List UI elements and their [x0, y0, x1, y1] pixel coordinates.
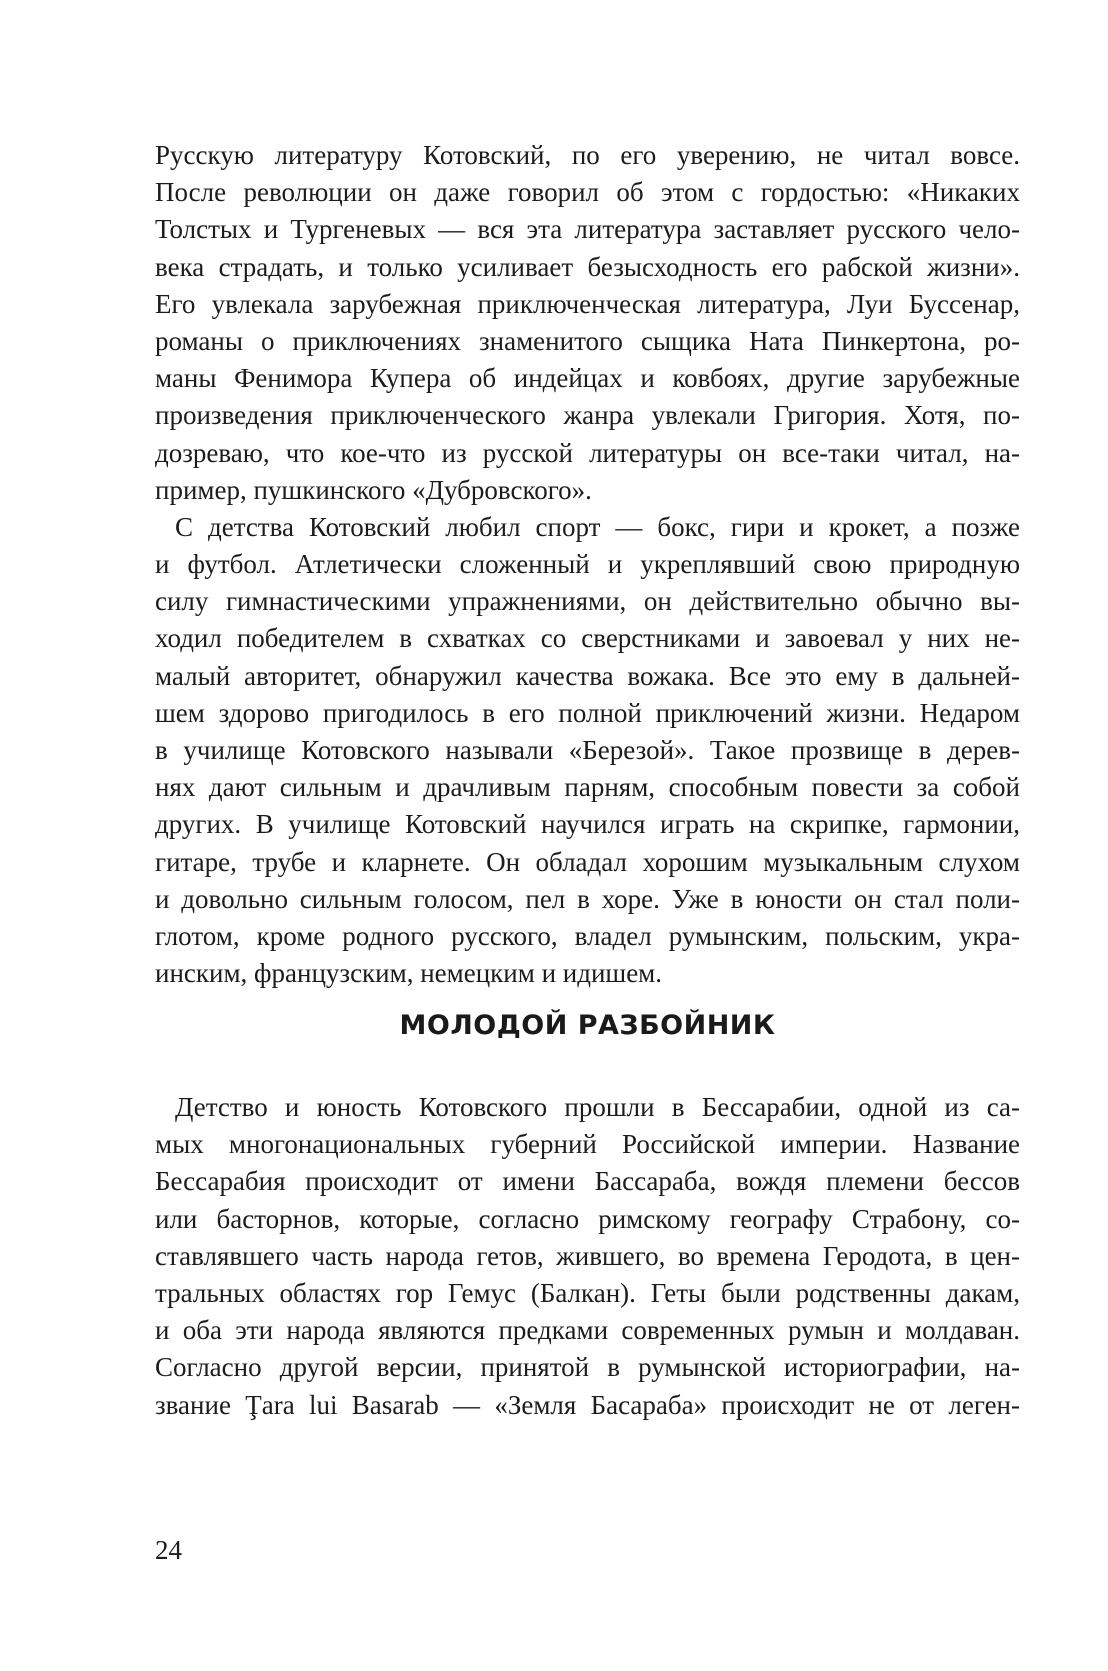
text-line: Русскую литературу Котовский, по его уверению, не читал вовсе.	[155, 140, 1020, 170]
text-line: силу гимнастическими упражнениями, он действительно обычно вы-	[155, 586, 1020, 617]
text-line: века страдать, и только усиливает безысходность его рабской жизни».	[155, 251, 1020, 282]
text-line: мых многонациональных губерний Российской империи. Название	[155, 1129, 1020, 1160]
text-line: и оба эти народа являются предками современных румын и молдаван.	[155, 1315, 1020, 1346]
text-line: Его увлекала зарубежная приключенческая литература, Луи Буссенар,	[155, 288, 1020, 319]
text-line: малый авторитет, обнаружил качества вожака. Все это ему в дальней-	[155, 660, 1020, 691]
text-line: в училище Котовского называли «Березой». Такое прозвище в дерев-	[155, 735, 1020, 765]
text-line: дозреваю, что кое-что из русской литературы он все-таки читал, на-	[155, 437, 1020, 468]
text-line: Толстых и Тургеневых — вся эта литература заставляет русского чело-	[155, 214, 1020, 245]
text-line: Согласно другой версии, принятой в румынской историографии, на-	[155, 1352, 1020, 1383]
text-line: или басторнов, которые, согласно римскому географу Страбону, со-	[155, 1203, 1020, 1234]
text-line: и футбол. Атлетически сложенный и укреплявший свою природную	[155, 549, 1020, 580]
text-line: пример, пушкинского «Дубровского».	[155, 474, 592, 505]
text-line: романы о приключениях знаменитого сыщика Ната Пинкертона, ро-	[155, 325, 1020, 356]
text-line: и довольно сильным голосом, пел в хоре. Уже в юности он стал поли-	[155, 883, 1020, 914]
text-line: шем здорово пригодилось в его полной приключений жизни. Недаром	[155, 697, 1020, 728]
text-line: С детства Котовский любил спорт — бокс, гири и крокет, а позже	[175, 511, 1020, 542]
text-line: Бессарабия происходит от имени Бассараба, вождя племени бессов	[155, 1166, 1020, 1197]
section-heading: МОЛОДОЙ РАЗБОЙНИК	[399, 1010, 776, 1041]
text-line: Детство и юность Котовского прошли в Бессарабии, одной из са-	[175, 1092, 1020, 1122]
body-text-bottom	[155, 1089, 1020, 1424]
text-line: После революции он даже говорил об этом с гордостью: «Никаких	[155, 177, 1020, 208]
page-number: 24	[155, 1535, 182, 1565]
text-line: других. В училище Котовский научился играть на скрипке, гармонии,	[155, 809, 1020, 840]
text-line: глотом, кроме родного русского, владел румынским, польским, укра-	[155, 920, 1020, 951]
body-text-top	[155, 137, 1020, 992]
text-line: произведения приключенческого жанра увлекали Григория. Хотя, по-	[155, 400, 1020, 431]
text-line: звание Ţara lui Basarab — «Земля Басараба» происходит не от леген-	[155, 1389, 1020, 1420]
text-line: ставлявшего часть народа гетов, жившего, во времена Геродота, в цен-	[155, 1240, 1020, 1271]
text-line: ходил победителем в схватках со сверстниками и завоевал у них не-	[155, 623, 1020, 654]
text-line: нях дают сильным и драчливым парням, способным повести за собой	[155, 772, 1020, 803]
text-line: инским, французским, немецким и идишем.	[155, 958, 663, 989]
text-line: гитаре, трубе и кларнете. Он обладал хорошим музыкальным слухом	[155, 846, 1020, 877]
text-line: тральных областях гор Гемус (Балкан). Геты были родственны дакам,	[155, 1277, 1020, 1308]
text-line: маны Фенимора Купера об индейцах и ковбоях, другие зарубежные	[155, 363, 1020, 394]
